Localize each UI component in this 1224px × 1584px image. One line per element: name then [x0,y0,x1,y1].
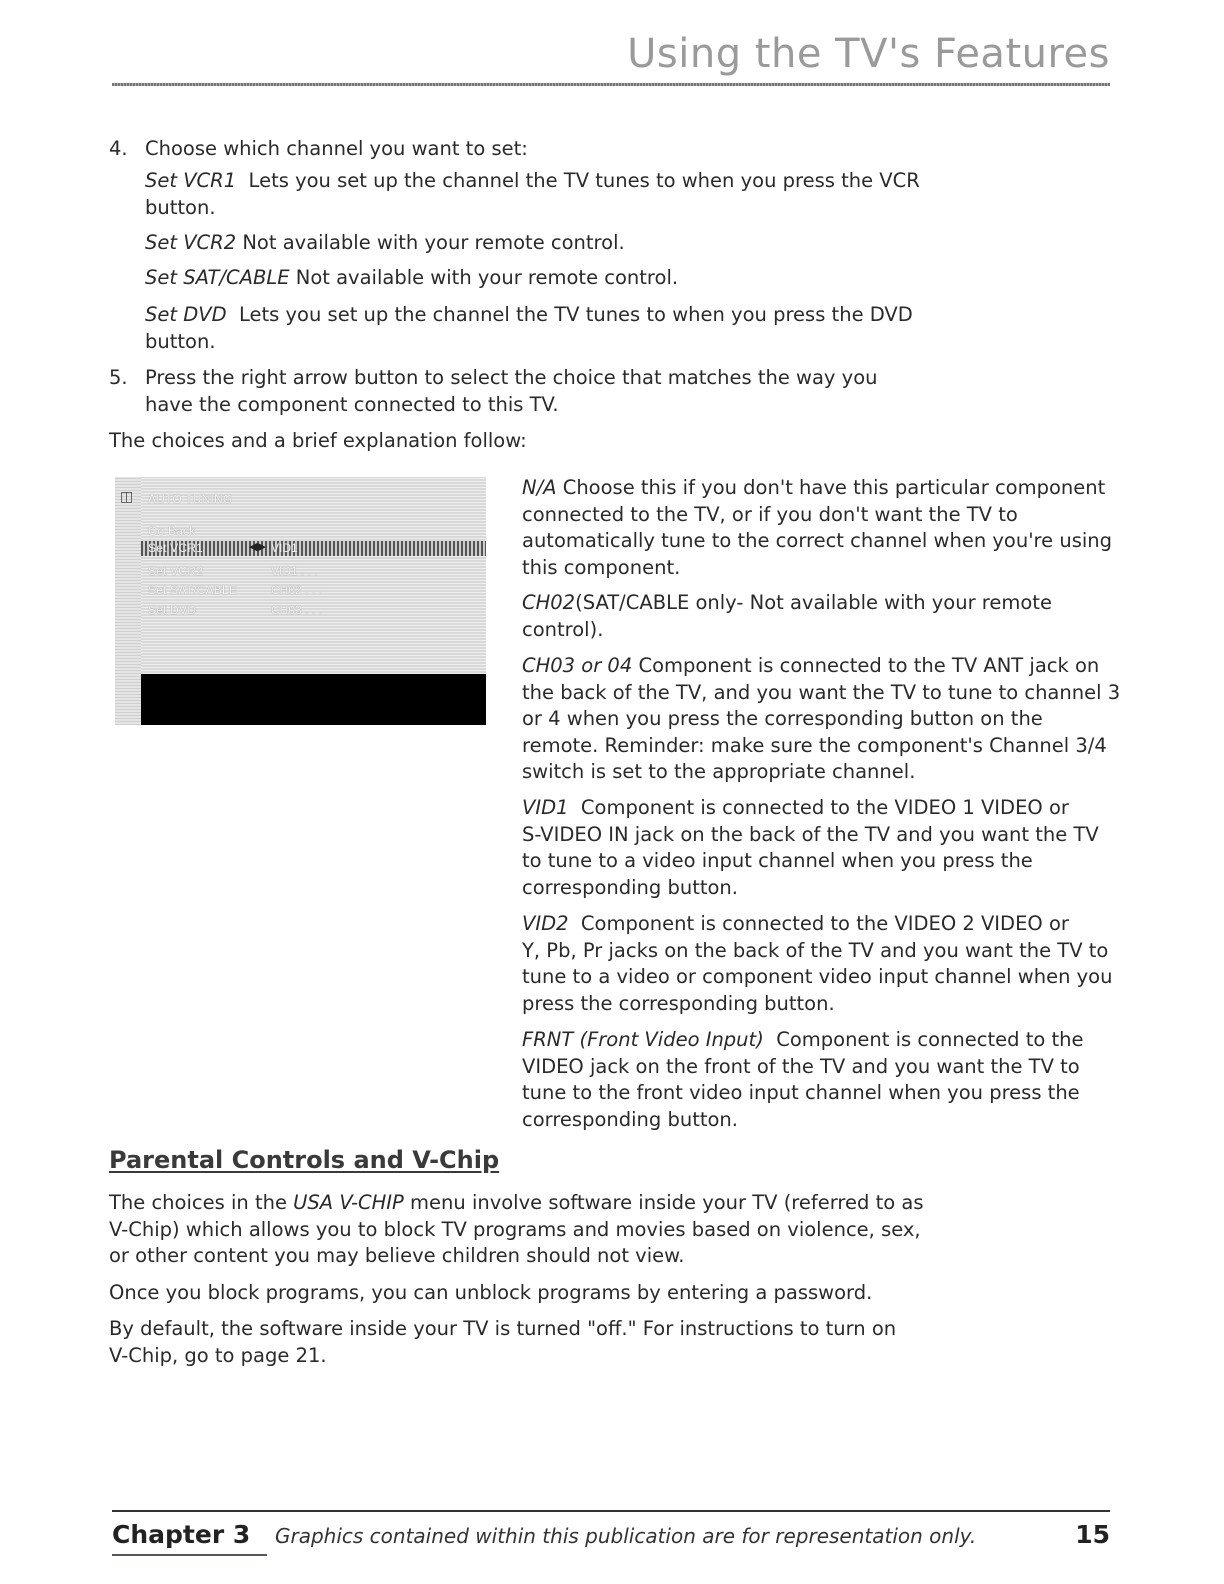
step-5-line-1: Press the right arrow button to select the choice that matches the way you [145,366,878,389]
choice-line: control). [522,617,604,641]
auto-tuning-menu-screenshot [115,477,486,725]
parental-para-1 [109,1190,989,1270]
choice-vid2 [522,911,1122,1017]
choice-line: to tune to a video input channel when you press the [522,849,1033,872]
menu-row-value: VID1 [271,541,298,555]
step-5-text [145,365,878,418]
choice-line: or 4 when you press the corresponding button on the [522,707,1043,730]
choices-intro: The choices and a brief explanation follow: [109,429,527,452]
set-vcr1-desc-2: button. [145,195,216,219]
para-text: V-Chip, go to page 21. [109,1343,327,1367]
para-text: or other content you may believe children should not view. [109,1244,685,1267]
choice-vid1 [522,795,1122,901]
step-5-line-2: have the component connected to this TV. [145,392,559,416]
set-satcable-term: Set SAT/CABLE [145,266,290,289]
para-text: menu involve software inside your TV (referred to as [410,1191,924,1214]
set-vcr1-desc: Lets you set up the channel the TV tunes to when you press the VCR [248,169,920,192]
choice-line: Component is connected to the [776,1028,1084,1051]
menu-row-label: Set DVD [148,603,197,617]
choice-line: switch is set to the appropriate channel. [522,760,916,783]
choice-term: VID2 [522,912,569,935]
footer-chapter-underline [112,1554,267,1556]
page-header-title: Using the TV's Features [627,31,1110,77]
choice-ch02 [522,590,1122,643]
footer-chapter: Chapter 3 [112,1520,251,1549]
menu-row-value: VID1 . . . [271,564,318,578]
menu-title: AUTO TUNING [148,492,233,506]
menu-help-area [141,674,486,725]
set-vcr2-desc: Not available with your remote control. [242,231,625,254]
choice-line: VIDEO jack on the front of the TV and you want the TV to [522,1054,1080,1078]
para-text: The choices in the [109,1191,287,1214]
set-dvd-item [145,302,913,355]
menu-row-value: CH02 . . . [271,583,322,597]
menu-row-label: Set VCR1 [148,541,203,555]
choice-line: Component is connected to the VIDEO 1 VIDEO or [580,796,1069,819]
menu-side-strip [115,477,141,725]
choice-line: Component is connected to the VIDEO 2 VIDEO or [580,912,1069,935]
choice-line: this component. [522,555,681,579]
footer-rule [112,1510,1110,1512]
set-vcr1-item [145,168,920,221]
choice-term: CH03 or 04 [522,654,633,677]
set-satcable-desc: Not available with your remote control. [295,266,679,289]
menu-row-label: Set SAT/CABLE [148,583,238,597]
choice-line: automatically tune to the correct channel when you're using [522,529,1113,552]
choice-term: N/A [522,476,557,499]
choice-line: the back of the TV, and you want the TV to tune to channel 3 [522,680,1121,704]
choice-ch03-04 [522,653,1122,786]
choice-term: CH02 [522,591,576,614]
choice-line: corresponding button. [522,1107,738,1131]
choice-term: VID1 [522,796,569,819]
set-vcr1-term: Set VCR1 [145,169,237,192]
set-dvd-term: Set DVD [145,303,227,326]
step-4-text: Choose which channel you want to set: [145,137,528,160]
choice-term: FRNT (Front Video Input) [522,1028,764,1051]
menu-row-value: CH03 . . . [271,603,322,617]
parental-para-3 [109,1316,989,1369]
choice-na [522,475,1122,581]
usa-vchip-term: USA V-CHIP [293,1191,404,1214]
choice-line: tune to the front video input channel when you press the [522,1081,1080,1104]
choice-line: tune to a video or component video input channel when you [522,965,1113,988]
choice-line: Component is connected to the TV ANT jack on [638,654,1100,677]
footer-note: Graphics contained within this publication are for representation only. [275,1524,977,1548]
choice-line: connected to the TV, or if you don't want the TV to [522,502,1018,526]
step-4-number: 4. [109,137,128,160]
choice-line: (SAT/CABLE only- Not available with your remote [575,591,1052,614]
parental-para-2: Once you block programs, you can unblock programs by entering a password. [109,1281,873,1304]
section-heading-parental-controls: Parental Controls and V-Chip [109,1146,500,1174]
choice-line: Choose this if you don't have this particular component [562,476,1106,499]
set-dvd-desc: Lets you set up the channel the TV tunes to when you press the DVD [239,303,913,326]
menu-tv-icon: ◫ [120,489,134,505]
menu-left-right-arrow-icon: ◀▶ [249,540,266,553]
choice-line: corresponding button. [522,875,738,899]
set-satcable-item [145,265,678,292]
set-vcr2-term: Set VCR2 [145,231,237,254]
choice-line: S-VIDEO IN jack on the back of the TV and you want the TV [522,822,1099,846]
step-5-number: 5. [109,366,128,389]
choice-line: Y, Pb, Pr jacks on the back of the TV and you want the TV to [522,938,1109,962]
para-text: By default, the software inside your TV is turned "off." For instructions to turn on [109,1317,897,1340]
header-rule [112,83,1110,86]
page-number: 15 [1075,1520,1110,1549]
choice-line: remote. Reminder: make sure the component's Channel 3/4 [522,733,1107,757]
choice-line: press the corresponding button. [522,991,835,1015]
para-text: V-Chip) which allows you to block TV programs and movies based on violence, sex, [109,1217,921,1241]
choice-frnt [522,1027,1122,1133]
set-dvd-desc-2: button. [145,329,216,353]
set-vcr2-item [145,230,625,257]
menu-row-label: Set VCR2 [148,564,203,578]
menu-row-label: Go Back [148,524,196,538]
